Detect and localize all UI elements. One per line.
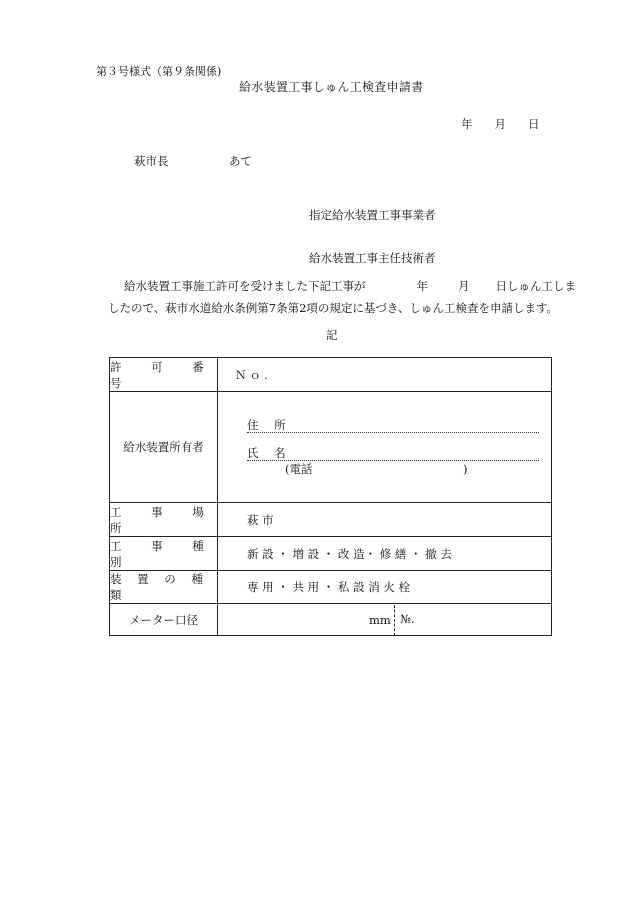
site-label-cell [110, 503, 217, 536]
meter-label: メーター口径 [129, 613, 198, 627]
addressee-suffix: あて [229, 154, 252, 168]
document-title: 給水装置工事しゅん工検査申請書 [239, 80, 424, 94]
date-year-label: 年 [461, 117, 473, 131]
body-line1-year: 年 [416, 279, 428, 293]
owner-label: 給水装置所有者 [123, 440, 204, 454]
form-number: 第３号様式（第９条関係) [96, 65, 222, 78]
phone-open: (電話 [285, 462, 313, 476]
address-field[interactable] [247, 432, 539, 433]
engineer-label: 給水装置工事主任技術者 [309, 251, 436, 265]
meter-label-cell [110, 604, 217, 636]
date-day-label: 日 [528, 117, 540, 131]
body-text-line1 [124, 281, 576, 293]
body-line1-part2: 日しゅん工しま [495, 279, 576, 293]
date-line [461, 119, 540, 131]
permit-number-value: Ｎｏ. [235, 367, 271, 382]
contractor-label: 指定給水装置工事事業者 [309, 208, 436, 222]
device-kind-value-cell[interactable] [218, 571, 551, 603]
details-table [109, 357, 552, 636]
name-label: 氏 名 [247, 446, 292, 460]
site-value: 萩 市 [247, 512, 274, 527]
meter-unit: mm [369, 613, 391, 627]
device-kind-options: 専 用 ・ 共 用 ・ 私 設 消 火 栓 [247, 580, 411, 594]
work-kind-label: 工 事 種 別 [110, 538, 217, 569]
owner-label-cell [110, 392, 217, 502]
device-kind-label-cell [110, 571, 217, 603]
date-month-label: 月 [494, 117, 506, 131]
meter-number-field[interactable] [395, 604, 552, 636]
work-kind-value-cell[interactable] [218, 537, 551, 570]
addressee-name: 萩市長 [134, 154, 169, 168]
body-line1-month: 月 [458, 279, 470, 293]
device-kind-label: 装 置 の 種 類 [110, 572, 209, 602]
body-text-line2: したので、萩市水道給水条例第7条第2項の規定に基づき、しゅん工検査を申請します。 [108, 301, 559, 315]
body-line1-part1: 給水装置工事施工許可を受けました下記工事が [124, 279, 366, 293]
meter-number-label: №. [400, 612, 415, 626]
permit-number-value-cell[interactable] [218, 358, 551, 391]
site-label: 工 事 場 所 [110, 504, 217, 535]
permit-number-label: 許 可 番 号 [110, 359, 217, 390]
phone-close: ) [463, 462, 468, 476]
name-field[interactable] [247, 460, 539, 461]
address-label: 住 所 [247, 418, 292, 432]
meter-size-field[interactable] [218, 604, 394, 636]
work-kind-label-cell [110, 537, 217, 570]
permit-number-label-cell [110, 358, 217, 391]
work-kind-options: 新 設 ・ 増 設 ・ 改 造・ 修 繕 ・ 撤 去 [247, 546, 452, 561]
ki-heading: 記 [326, 328, 338, 342]
site-value-cell[interactable] [218, 503, 551, 536]
